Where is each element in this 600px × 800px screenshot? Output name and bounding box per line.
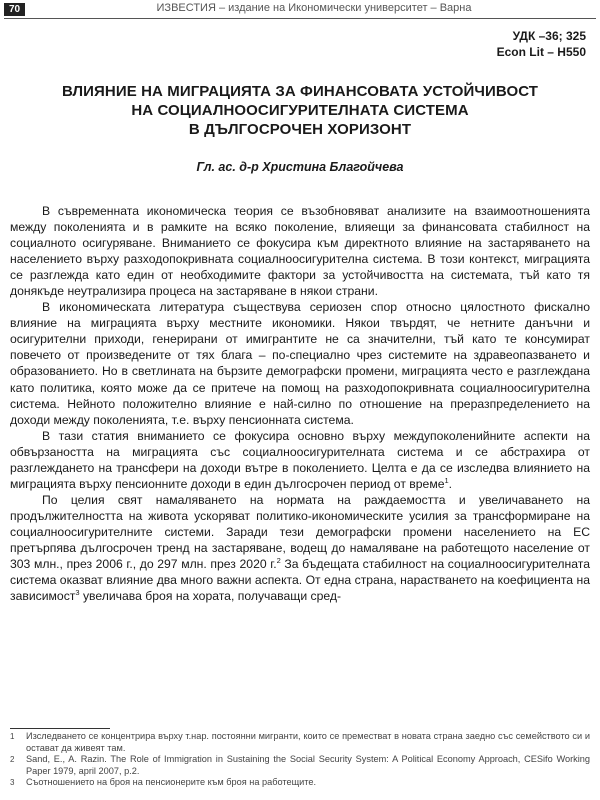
footnote bbox=[10, 754, 590, 777]
article-body bbox=[10, 203, 590, 604]
title-line-1: ВЛИЯНИЕ НА МИГРАЦИЯТА ЗА ФИНАНСОВАТА УСТОЙЧИВОСТ bbox=[61, 83, 539, 100]
footnote-ref[interactable]: 1 bbox=[444, 475, 449, 485]
title-line-3: В ДЪЛГОСРОЧЕН ХОРИЗОНТ bbox=[188, 121, 412, 138]
footnote bbox=[10, 777, 590, 789]
paragraph: По целия свят намаляването на нормата на раждаемостта и увеличаването на продължителността на живота ускоряват политико-икономическите усилия за трансформиране на социалноосигурителните системи. Заради тези демографски промени населението на ЕС претърпява дългосрочен тренд на застаряване, водещ до намаляване на работещото население от 303 млн., през 2006 г., до 297 млн. през 2020 г.$^2$ За бъдещата стабилност на социалноосигурителната система оказват влияние два много важни аспекта. От една страна, нарастването на коефициента на зависимост$^3$ увеличава броя на хората, получаващи сред- bbox=[10, 492, 591, 604]
article-title bbox=[10, 82, 590, 139]
running-header bbox=[0, 0, 600, 22]
footnotes bbox=[10, 731, 590, 789]
paragraph: В съвременната икономическа теория се възобновяват анализите на взаимоотношенията между поколенията и в рамките на всяко поколение, влияещи за финансовата стабилност на социалното осигуряване. Вниманието се фокусира към директното влияние на застаряването на населението върху разходопокривната социалноосигурителна система. В този контекст, миграцията се разглежда като един от необходимите фактори за устойчивостта на системата, тъй като тя донякъде неутрализира процеса на застаряване в някои страни. bbox=[10, 204, 590, 299]
econlit-code: Econ Lit – H550 bbox=[496, 45, 586, 59]
footnote-number: 1 bbox=[10, 732, 15, 741]
footnote-text: Съотношението на броя на пенсионерите към броя на работещите. bbox=[26, 777, 317, 788]
title-line-2: НА СОЦИАЛНООСИГУРИТЕЛНАТА СИСТЕМА bbox=[131, 102, 469, 119]
page-number: 70 bbox=[4, 3, 25, 16]
header-divider bbox=[4, 18, 596, 19]
classification-codes bbox=[497, 28, 586, 60]
journal-title: ИЗВЕСТИЯ – издание на Икономически университет – Варна bbox=[156, 2, 472, 14]
article-author: Гл. ас. д-р Христина Благойчева bbox=[196, 160, 404, 174]
footnote-text: Изследването се концентрира върху т.нар. постоянни мигранти, които се преместват в новата страна заедно със семейството си и остават да живеят там. bbox=[26, 731, 590, 753]
footnote-text: Sand, E., A. Razin. The Role of Immigration in Sustaining the Social Security System: A Political Economy Approach, CESifo Working Paper 1979, april 2007, p.2. bbox=[26, 754, 590, 776]
paragraph: В тази статия вниманието се фокусира основно върху междупоколенийните аспекти на обвързаността на миграцията със социалноосигурителната система и се абстрахира от разглеждането на трансфери на доходи вътре в поколението. Целта е да се изследва влиянието на миграцията върху пенсионните доходи в един дългосрочен период от време$^1$. bbox=[10, 428, 590, 491]
footnote-ref[interactable]: 2 bbox=[276, 555, 281, 565]
footnote-divider bbox=[10, 728, 110, 729]
footnote-number: 2 bbox=[10, 755, 15, 765]
udk-code: УДК –36; 325 bbox=[512, 29, 586, 43]
paragraph: В икономическата литература съществува сериозен спор относно цялостното фискално влияние на миграцията върху местните икономики. Някои твърдят, че нетните данъчни и осигурителни приходи, генерирани от имигрантите не са значителни, тъй като те консумират повечето от произведените от тях блага – по-специално чрез системите на здравеопазването и образованието. Но в светлината на бързите демографски промени, миграцията често е разглеждана като политика, която може да се притече на помощ на разходопокривната социалноосигурителна система. Нейното положително влияние е най-силно по отношение на преразпределението на доходи между поколенията, т.е. върху пенсионната система. bbox=[10, 300, 590, 427]
footnote bbox=[10, 731, 590, 754]
footnote-ref[interactable]: 3 bbox=[75, 588, 80, 598]
footnote-number: 3 bbox=[10, 778, 15, 788]
